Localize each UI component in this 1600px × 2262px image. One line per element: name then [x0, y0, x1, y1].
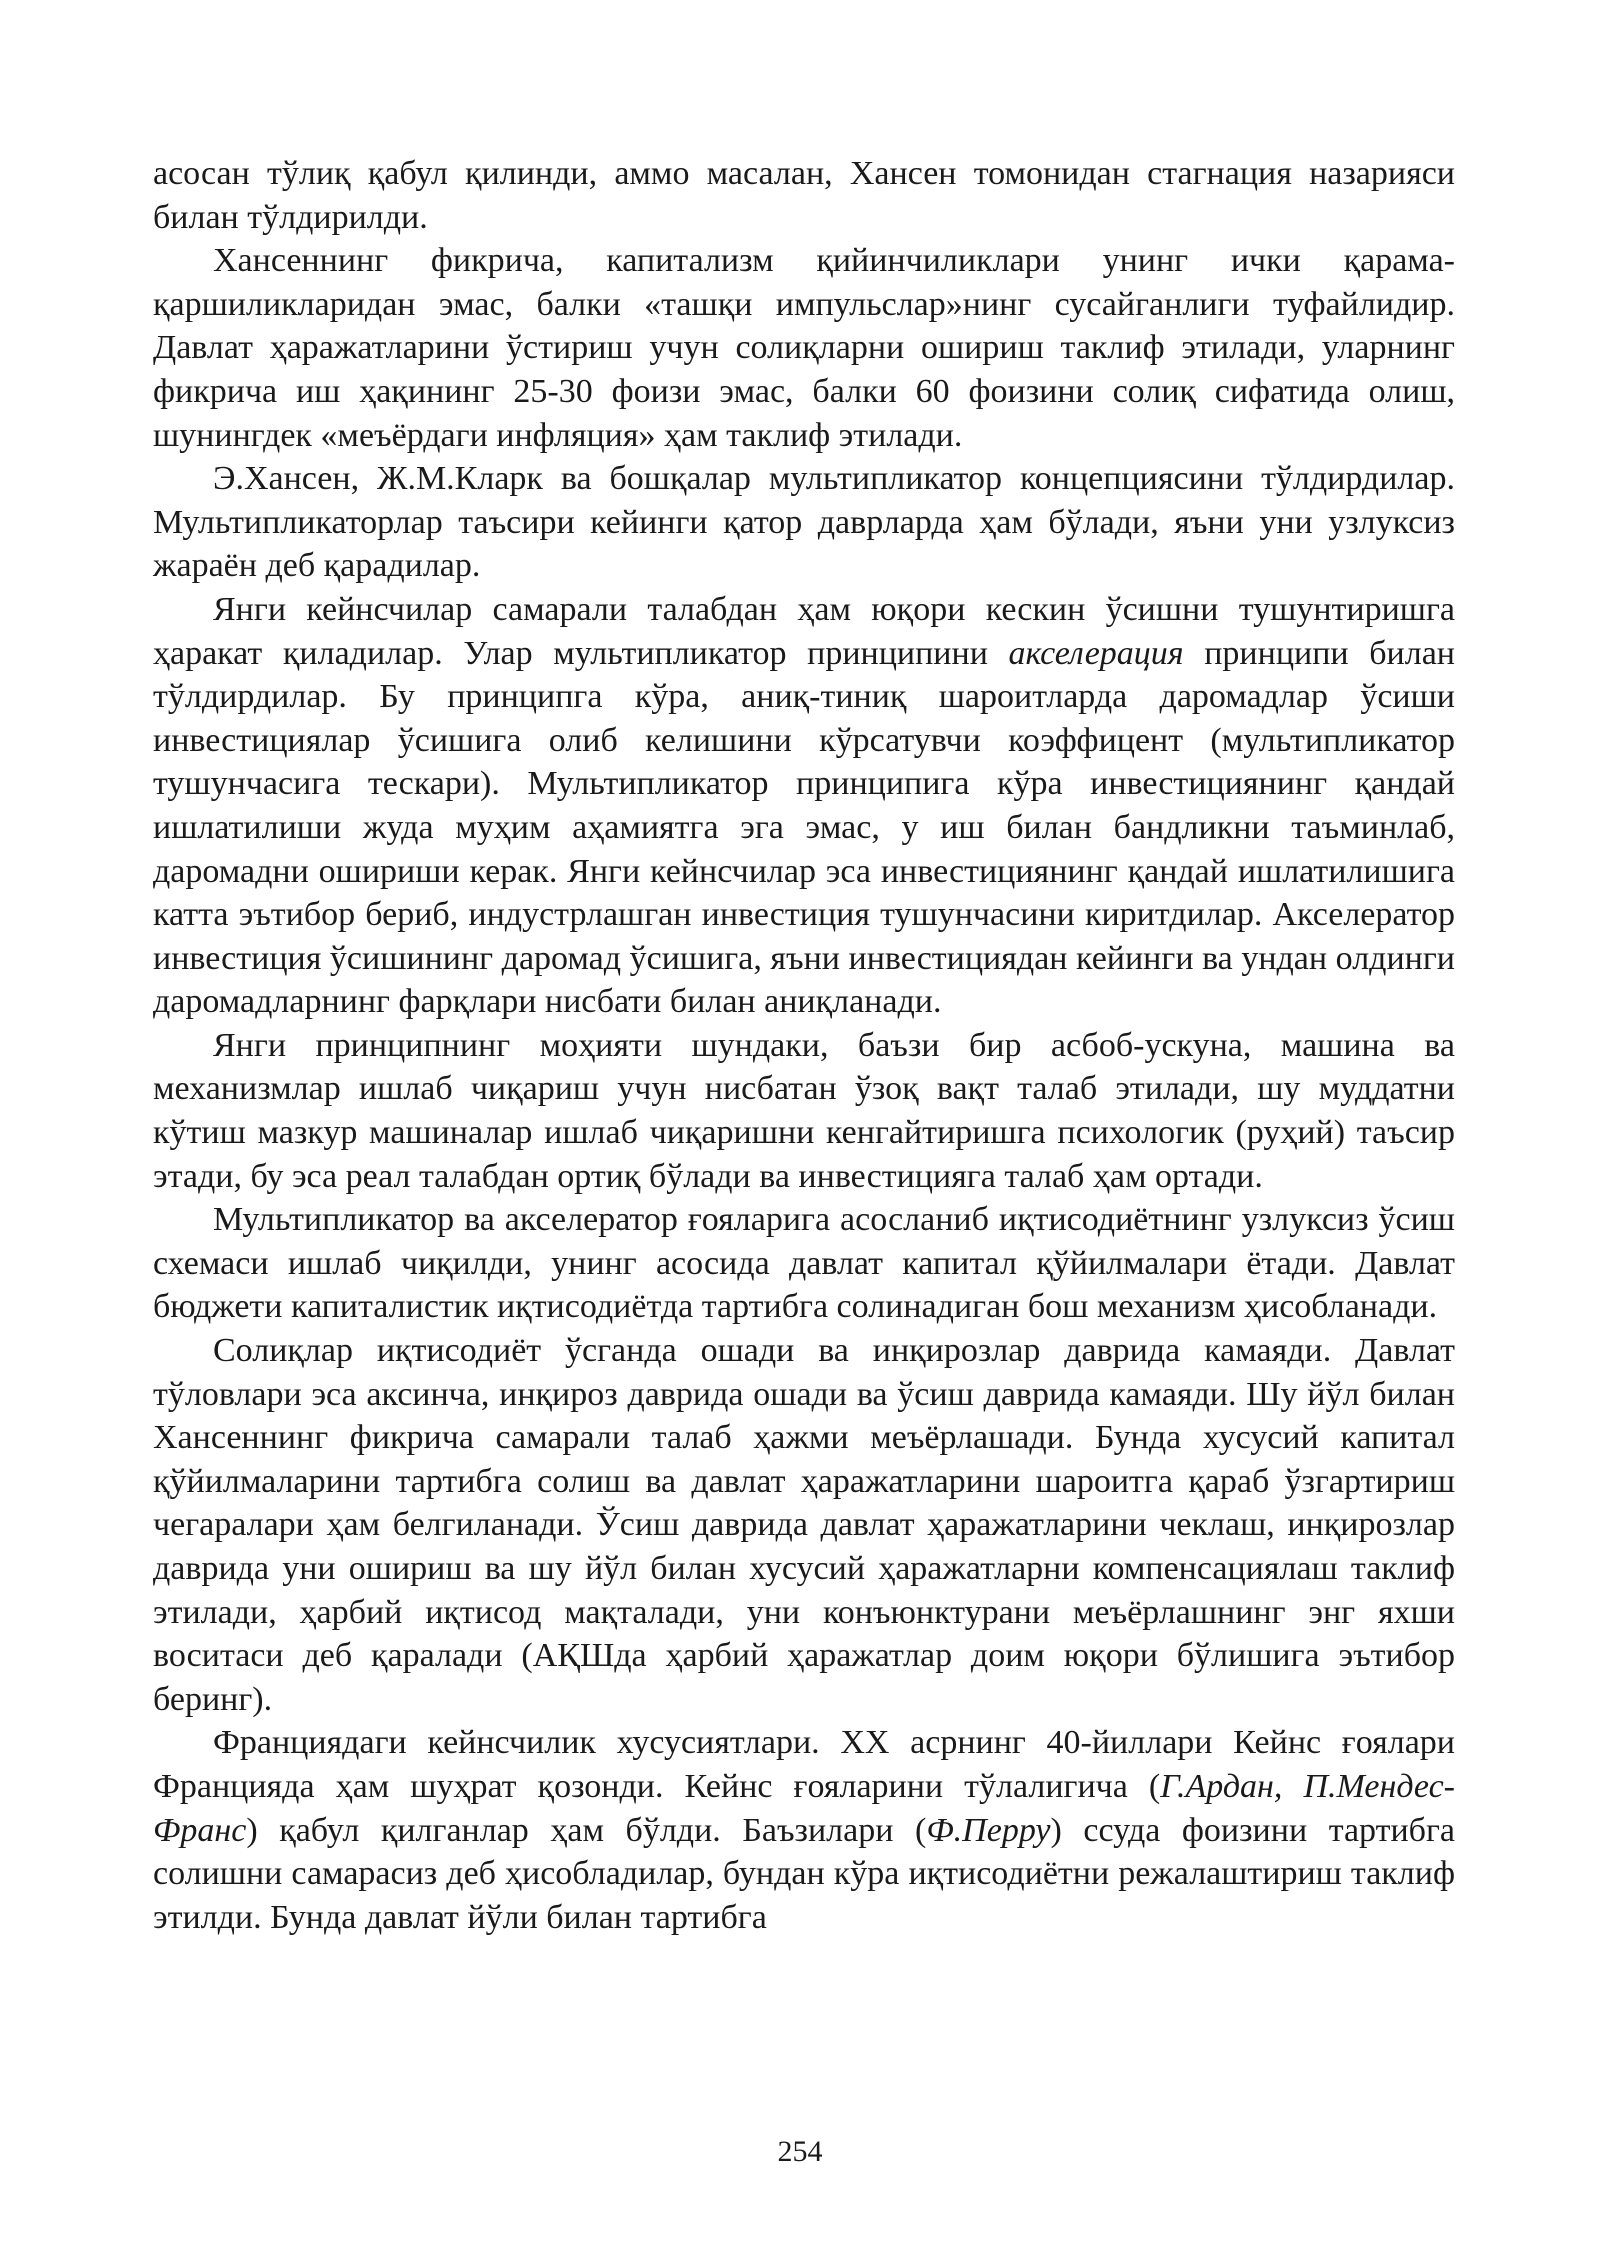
paragraph-4-text-b: принципи билан тўлдирдилар. Бу принципга кўра, аниқ-тиниқ шароитларда даромадлар ўсиши инвестициялар ўсишига олиб келишини кўрсатувчи коэффицент (мультипликатор тушунчасига тескари). Мультипликатор принципига кўра инвестициянинг қандай ишлатилиши жуда муҳим аҳамиятга эга эмас, у иш билан бандликни таъминлаб, даромадни ошириши керак. Янги кейнсчилар эса инвестициянинг қандай ишлатилишига катта эътибор бериб, индустрлашган инвестиция тушунчасини киритдилар. Акселератор инвестиция ўсишининг даромад ўсишига, яъни инвестициядан кейинги ва ундан олдинги даромадларнинг фарқлари нисбати билан аниқланади.	[153, 634, 1455, 1021]
paragraph-8-text-a: Франциядаги кейнсчилик хусусиятлари. XX асрнинг 40-йиллари Кейнс ғоялари Францияда ҳам шуҳрат қозонди. Кейнс ғояларини тўлалигича (	[153, 1724, 1455, 1805]
paragraph-4	[153, 588, 1455, 1024]
paragraph-2	[153, 239, 1455, 457]
paragraph-7	[153, 1329, 1455, 1721]
paragraph-5	[153, 1024, 1455, 1198]
page-number: 254	[777, 2135, 823, 2168]
paragraph-8-names-ardan-mendes: Г.Ардан, П.Мендес-Франс	[153, 1767, 1455, 1849]
paragraph-8	[153, 1721, 1455, 1939]
paragraph-8-name-perroux: Ф.Перру	[926, 1811, 1051, 1849]
page-body	[153, 152, 1455, 1939]
paragraph-5-text: Янги принципнинг моҳияти шундаки, баъзи бир асбоб-ускуна, машина ва механизмлар ишлаб чиқариш учун нисбатан ўзоқ вақт талаб этилади, шу муддатни кўтиш мазкур машиналар ишлаб чиқаришни кенгайтиришга психологик (руҳий) таъсир этади, бу эса реал талабдан ортиқ бўлади ва инвестицияга талаб ҳам ортади.	[153, 1026, 1455, 1195]
paragraph-7-text: Солиқлар иқтисодиёт ўсганда ошади ва инқирозлар даврида камаяди. Давлат тўловлари эса аксинча, инқироз даврида ошади ва ўсиш даврида камаяди. Шу йўл билан Хансеннинг фикрича самарали талаб ҳажми меъёрлашади. Бунда хусусий капитал қўйилмаларини тартибга солиш ва давлат ҳаражатларини шароитга қараб ўзгартириш чегаралари ҳам белгиланади. Ўсиш даврида давлат ҳаражатларини чеклаш, инқирозлар даврида уни ошириш ва шу йўл билан хусусий ҳаражатларни компенсациялаш таклиф этилади, ҳарбий иқтисод мақталади, уни конъюнктурани меъёрлашнинг энг яхши воситаси деб қаралади (АҚШда ҳарбий ҳаражатлар доим юқори бўлишига эътибор беринг).	[153, 1332, 1455, 1718]
paragraph-6	[153, 1198, 1455, 1329]
paragraph-8-text-b: ) қабул қилганлар ҳам бўлди. Баъзилари (	[246, 1811, 927, 1849]
paragraph-3-text: Э.Хансен, Ж.М.Кларк ва бошқалар мультипликатор концепциясини тўлдирдилар. Мультипликаторлар таъсири кейинги қатор даврларда ҳам бўлади, яъни уни узлуксиз жараён деб қарадилар.	[153, 460, 1455, 585]
paragraph-1	[153, 152, 1455, 239]
paragraph-2-text: Хансеннинг фикрича, капитализм қийинчиликлари унинг ички қарама-қаршиликларидан эмас, балки «ташқи импульслар»нинг сусайганлиги туфайлидир. Давлат ҳаражатларини ўстириш учун солиқларни ошириш таклиф этилади, уларнинг фикрича иш ҳақининг 25-30 фоизи эмас, балки 60 фоизини солиқ сифатида олиш, шунингдек «меъёрдаги инфляция» ҳам таклиф этилади.	[153, 242, 1455, 454]
paragraph-4-text-a: Янги кейнсчилар самарали талабдан ҳам юқори кескин ўсишни тушунтиришга ҳаракат қиладилар. Улар мультипликатор принципини	[153, 590, 1455, 672]
paragraph-1-text: асосан тўлиқ қабул қилинди, аммо масалан, Хансен томонидан стагнация назарияси билан тўлдирилди.	[153, 155, 1455, 236]
paragraph-3	[153, 457, 1455, 588]
paragraph-6-text: Мультипликатор ва акселератор ғояларига асосланиб иқтисодиётнинг узлуксиз ўсиш схемаси ишлаб чиқилди, унинг асосида давлат капитал қўйилмалари ётади. Давлат бюджети капиталистик иқтисодиётда тартибга солинадиган бош механизм ҳисобланади.	[153, 1201, 1455, 1326]
paragraph-4-term-acceleration: акселерация	[1008, 634, 1184, 672]
paragraph-8-text-c: ) ссуда фоизини тартибга солишни самарасиз деб ҳисобладилар, бундан кўра иқтисодиётни режалаштириш таклиф этилди. Бунда давлат йўли билан тартибга	[153, 1811, 1456, 1936]
